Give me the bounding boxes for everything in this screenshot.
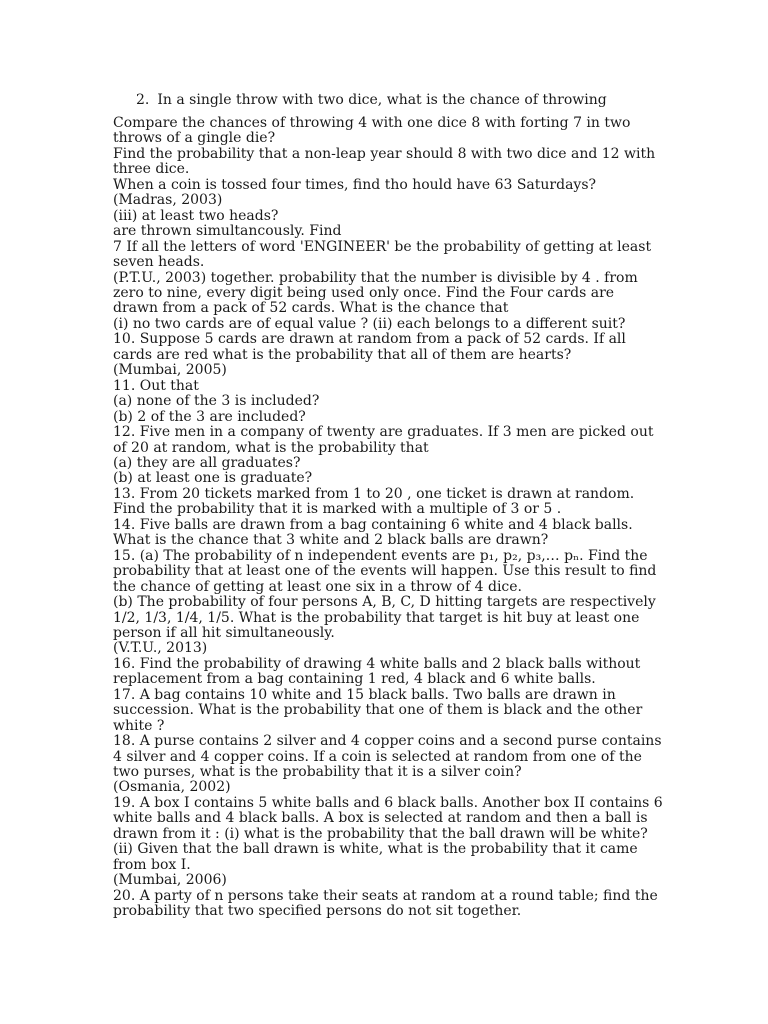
text-line: What is the chance that 3 white and 2 black balls are drawn? xyxy=(113,532,549,549)
text-line: 11. Out that xyxy=(113,377,199,394)
text-line: 13. From 20 tickets marked from 1 to 20 , one ticket is drawn at random. xyxy=(113,485,635,502)
text-line: two purses, what is the probability that it is a silver coin? xyxy=(113,764,522,781)
text-line: 18. A purse contains 2 silver and 4 copper coins and a second purse contains xyxy=(113,733,662,750)
text-line: seven heads. xyxy=(113,254,205,271)
text-line: zero to nine, every digit being used only once. Find the Four cards are xyxy=(113,284,615,301)
text-line: (b) The probability of four persons A, B, C, D hitting targets are respectively xyxy=(113,594,656,611)
text-line: person if all hit simultaneously. xyxy=(113,624,335,641)
text-line: from box I. xyxy=(113,856,191,873)
text-line: 12. Five men in a company of twenty are graduates. If 3 men are picked out xyxy=(113,424,654,441)
text-line: 19. A box I contains 5 white balls and 6 black balls. Another box II contains 6 xyxy=(113,794,663,811)
text-line: 17. A bag contains 10 white and 15 black balls. Two balls are drawn in xyxy=(113,686,616,703)
text-line: Find the probability that a non-leap year should 8 with two dice and 12 with xyxy=(113,145,656,162)
text-line: (Madras, 2003) xyxy=(113,192,223,209)
text-line: 4 silver and 4 copper coins. If a coin is selected at random from one of the xyxy=(113,748,642,765)
text-line: (Mumbai, 2006) xyxy=(113,872,227,889)
question-heading xyxy=(136,92,607,109)
text-line: probability that at least one of the events will happen. Use this result to find xyxy=(113,563,657,580)
text-line: (Osmania, 2002) xyxy=(113,779,231,796)
question-list xyxy=(113,116,673,920)
text-line: 15. (a) The probability of n independent events are p₁, p₂, p₃,… pₙ. Find the xyxy=(113,547,648,564)
text-line: are thrown simultancously. Find xyxy=(113,223,342,240)
text-line: probability that two specified persons do not sit together. xyxy=(113,903,522,920)
text-line: (iii) at least two heads? xyxy=(113,207,279,224)
text-line: drawn from a pack of 52 cards. What is the chance that xyxy=(113,300,509,317)
text-line: Compare the chances of throwing 4 with one dice 8 with forting 7 in two xyxy=(113,115,631,131)
text-line: (V.T.U., 2013) xyxy=(113,640,208,657)
text-line: (Mumbai, 2005) xyxy=(113,362,227,379)
text-line: 1/2, 1/3, 1/4, 1/5. What is the probability that target is hit buy at least one xyxy=(113,609,640,626)
text-line: When a coin is tossed four times, find tho hould have 63 Saturdays? xyxy=(113,176,597,193)
text-line: 20. A party of n persons take their seats at random at a round table; find the xyxy=(113,887,658,904)
text-line: Find the probability that it is marked with a multiple of 3 or 5 . xyxy=(113,501,562,518)
text-line: throws of a gingle die? xyxy=(113,130,276,147)
text-line: (b) 2 of the 3 are included? xyxy=(113,408,306,425)
text-line: replacement from a bag containing 1 red, 4 black and 6 white balls. xyxy=(113,671,596,688)
text-line: white ? xyxy=(113,717,165,734)
text-line: drawn from it : (i) what is the probability that the ball drawn will be white? xyxy=(113,825,648,842)
text-line: (a) they are all graduates? xyxy=(113,454,301,471)
question-heading-text: In a single throw with two dice, what is the chance of throwing xyxy=(157,92,607,108)
text-line: three dice. xyxy=(113,161,190,178)
text-line: (P.T.U., 2003) together. probability that the number is divisible by 4 . from xyxy=(113,269,638,286)
text-line: (ii) Given that the ball drawn is white, what is the probability that it came xyxy=(113,841,638,858)
text-line: the chance of getting at least one six in a throw of 4 dice. xyxy=(113,578,522,595)
text-line: cards are red what is the probability that all of them are hearts? xyxy=(113,346,572,363)
text-line: 14. Five balls are drawn from a bag containing 6 white and 4 black balls. xyxy=(113,516,633,533)
question-number: 2. xyxy=(136,92,150,108)
text-line: of 20 at random, what is the probability that xyxy=(113,439,429,456)
text-line: succession. What is the probability that one of them is black and the other xyxy=(113,702,643,719)
text-line: 10. Suppose 5 cards are drawn at random from a pack of 52 cards. If all xyxy=(113,331,626,348)
text-line: 16. Find the probability of drawing 4 white balls and 2 black balls without xyxy=(113,655,641,672)
text-line: 7 If all the letters of word 'ENGINEER' be the probability of getting at least xyxy=(113,238,652,255)
text-line: (a) none of the 3 is included? xyxy=(113,393,320,410)
text-line: (i) no two cards are of equal value ? (ii) each belongs to a different suit? xyxy=(113,315,626,332)
text-line: white balls and 4 black balls. A box is selected at random and then a ball is xyxy=(113,810,648,827)
text-line: (b) at least one is graduate? xyxy=(113,470,313,487)
